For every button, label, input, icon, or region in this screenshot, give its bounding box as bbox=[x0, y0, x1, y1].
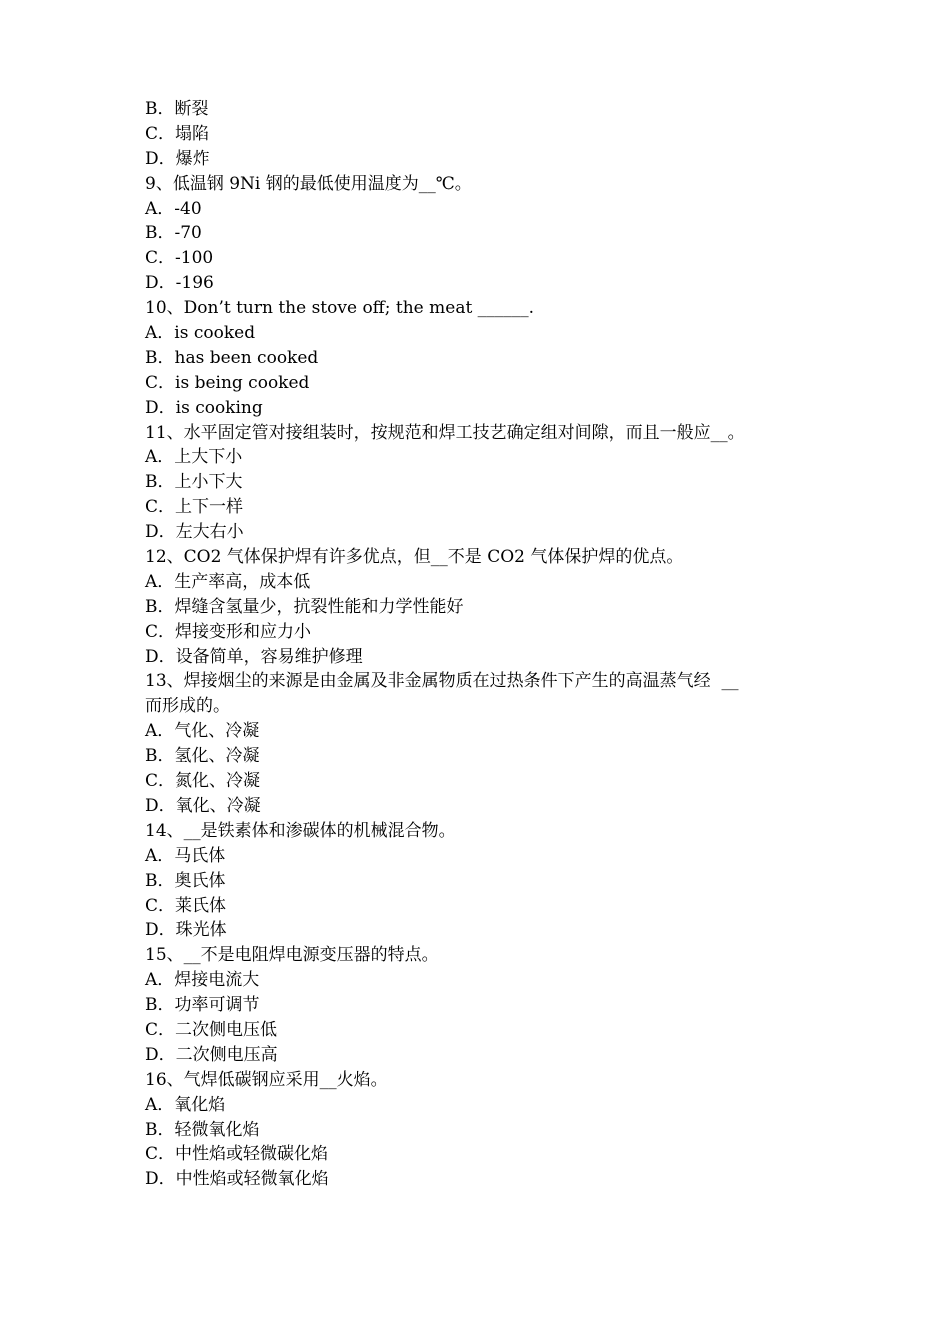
option-a: A．气化、冷凝 bbox=[145, 721, 260, 742]
option-b: B．轻微氧化焰 bbox=[145, 1119, 260, 1140]
option-d: D．珠光体 bbox=[145, 920, 227, 941]
option-a: A．上大下小 bbox=[145, 447, 243, 468]
option-d: D．爆炸 bbox=[145, 148, 210, 169]
option-b: B．焊缝含氢量少，抗裂性能和力学性能好 bbox=[145, 596, 464, 617]
option-a: A．-40 bbox=[145, 198, 202, 219]
option-d: D．设备简单，容易维护修理 bbox=[145, 646, 363, 667]
question-10: 10、Don’t turn the stove off; the meat ______. bbox=[145, 298, 535, 319]
question-12: 12、CO2 气体保护焊有许多优点，但__不是 CO2 气体保护焊的优点。 bbox=[145, 547, 684, 568]
question-15: 15、__不是电阻焊电源变压器的特点。 bbox=[145, 945, 439, 966]
option-c: C．is being cooked bbox=[145, 372, 310, 393]
option-b: B．氢化、冷凝 bbox=[145, 746, 260, 767]
option-a: A．马氏体 bbox=[145, 845, 226, 866]
option-a: A．氧化焰 bbox=[145, 1094, 226, 1115]
option-d: D．左大右小 bbox=[145, 522, 244, 543]
option-b: B．功率可调节 bbox=[145, 995, 260, 1016]
option-a: A．is cooked bbox=[145, 323, 256, 344]
question-16: 16、气焊低碳钢应采用__火焰。 bbox=[145, 1069, 388, 1090]
option-a: A．生产率高，成本低 bbox=[145, 571, 311, 592]
option-b: B．奥氏体 bbox=[145, 870, 226, 891]
option-c: C．-100 bbox=[145, 248, 214, 269]
option-b: B．-70 bbox=[145, 223, 202, 244]
option-d: D．is cooking bbox=[145, 397, 263, 418]
option-d: D．二次侧电压高 bbox=[145, 1044, 278, 1065]
option-d: D．-196 bbox=[145, 273, 214, 294]
option-c: C．二次侧电压低 bbox=[145, 1019, 278, 1040]
option-c: C．莱氏体 bbox=[145, 895, 227, 916]
option-c: C．焊接变形和应力小 bbox=[145, 621, 312, 642]
option-b: B．has been cooked bbox=[145, 347, 319, 368]
option-a: A．焊接电流大 bbox=[145, 970, 260, 991]
question-11: 11、水平固定管对接组装时，按规范和焊工技艺确定组对间隙，而且一般应__。 bbox=[145, 422, 745, 443]
option-c: C．塌陷 bbox=[145, 123, 210, 144]
option-d: D．氧化、冷凝 bbox=[145, 795, 261, 816]
option-c: C．氮化、冷凝 bbox=[145, 771, 261, 792]
option-c: C．中性焰或轻微碳化焰 bbox=[145, 1144, 329, 1165]
question-9: 9、低温钢 9Ni 钢的最低使用温度为__℃。 bbox=[145, 173, 472, 194]
question-13: 13、焊接烟尘的来源是由金属及非金属物质在过热条件下产生的高温蒸气经 __ bbox=[145, 671, 739, 692]
question-13-continued: 而形成的。 bbox=[145, 696, 230, 717]
option-c: C．上下一样 bbox=[145, 497, 244, 518]
question-14: 14、__是铁素体和渗碳体的机械混合物。 bbox=[145, 820, 456, 841]
option-b: B．上小下大 bbox=[145, 472, 243, 493]
option-d: D．中性焰或轻微氧化焰 bbox=[145, 1169, 329, 1190]
option-b: B．断裂 bbox=[145, 99, 209, 119]
